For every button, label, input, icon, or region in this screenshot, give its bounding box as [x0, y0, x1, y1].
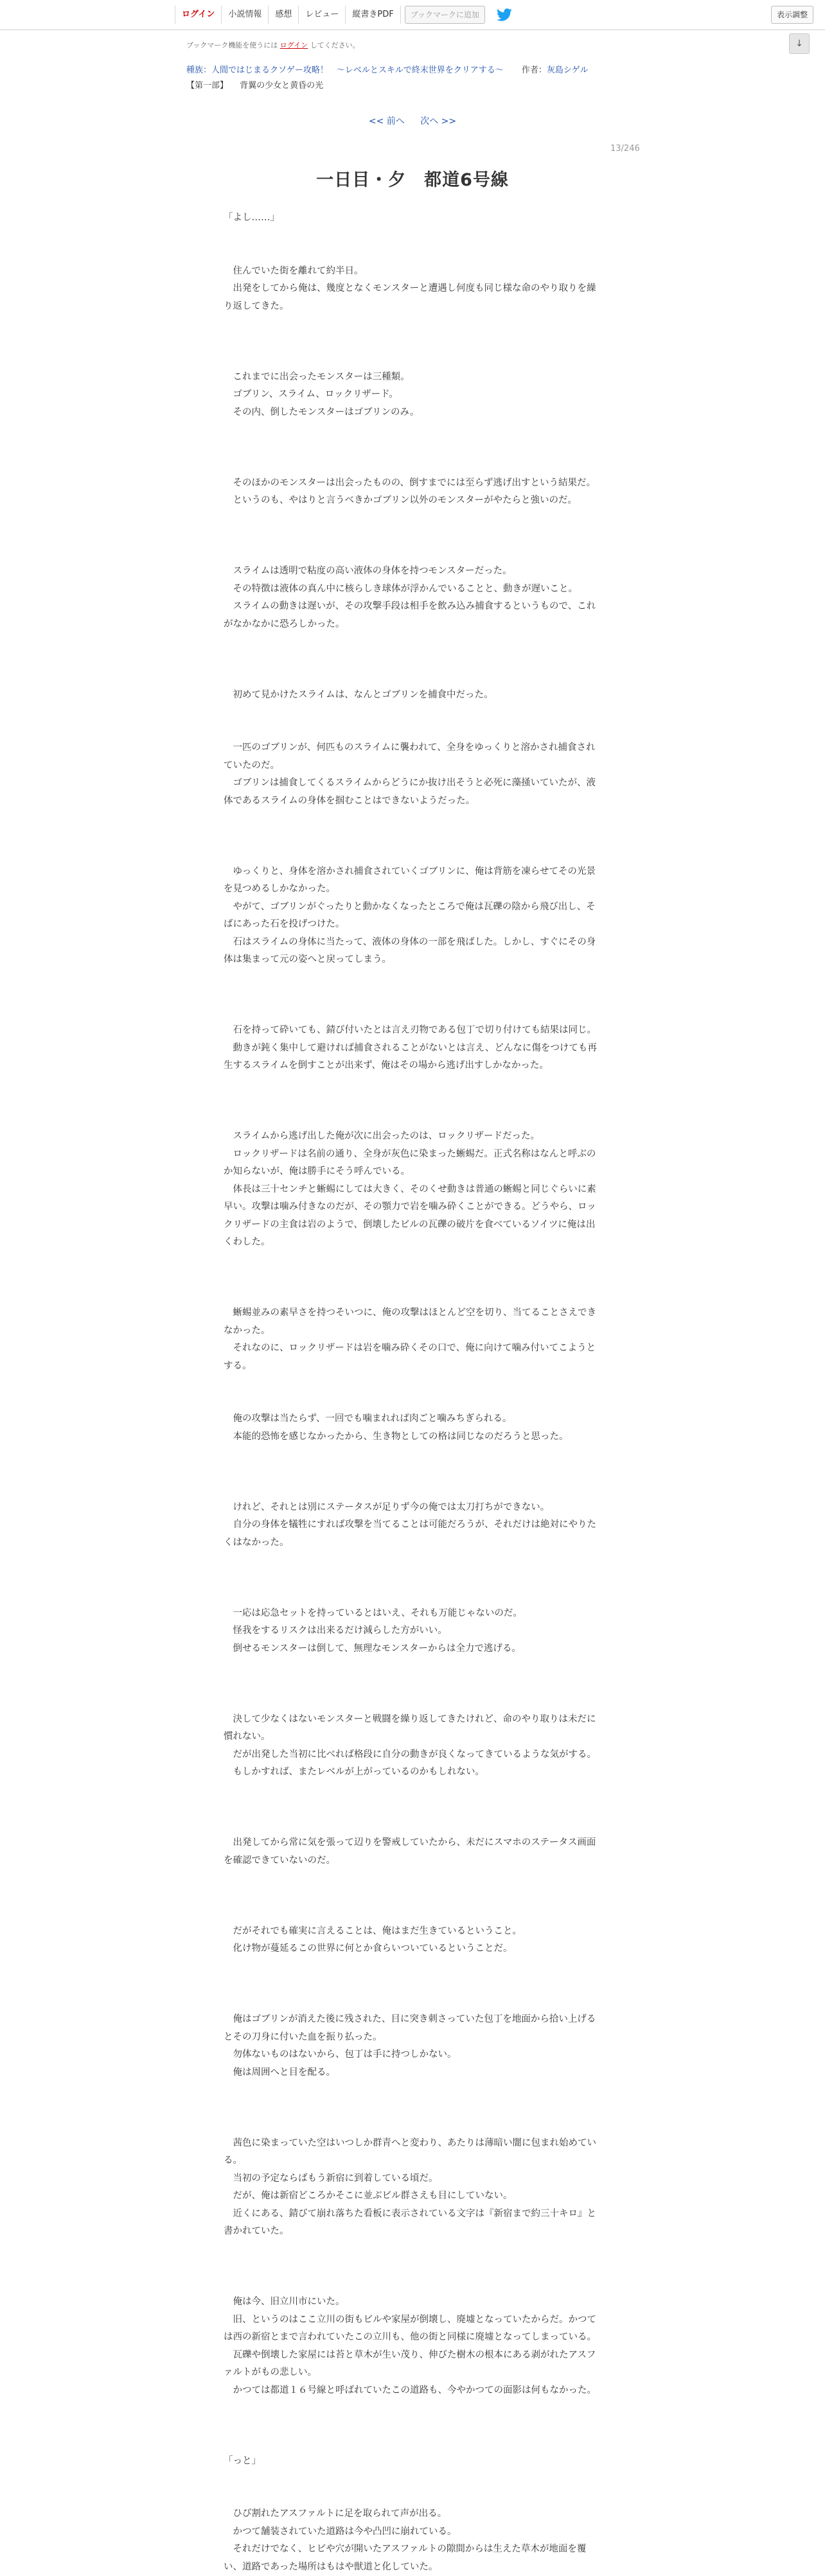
body-paragraph: 怪我をするリスクは出来るだけ減らした方がいい。	[224, 1625, 447, 1636]
body-paragraph: 化け物が蔓延るこの世界に何とか食らいついているということだ。	[224, 1943, 513, 1954]
blank-line	[224, 2435, 601, 2453]
blank-line	[224, 828, 601, 846]
blank-line	[224, 1976, 601, 1993]
chapter-info	[186, 78, 323, 91]
author-link[interactable]: 灰島シゲル	[546, 66, 589, 75]
blank-line	[224, 1799, 601, 1817]
episode-pager	[0, 114, 825, 127]
blank-line	[224, 2099, 601, 2117]
body-paragraph: それなのに、ロックリザードは岩を噛み砕くその口で、俺に向けて噛み付いてこようとする。	[224, 1343, 596, 1371]
body-paragraph: 旧、というのはここ立川の街もビルや家屋が倒壊し、廃墟となっていたからだ。かつては西の新宿とまで言われていたこの立川も、他の街と同様に廃墟となってしまっている。	[224, 2314, 596, 2342]
login-note-suffix: してください。	[310, 41, 360, 49]
body-paragraph: ひび割れたアスファルトに足を取られて声が出る。	[224, 2509, 447, 2519]
body-paragraph: 一応は応急セットを持っているとはいえ、それも万能じゃないのだ。	[224, 1608, 522, 1618]
body-paragraph: 俺はゴブリンが消えた後に残された、目に突き刺さっていた包丁を地面から拾い上げるとその刀身に付いた血を振り払った。	[224, 2014, 596, 2042]
body-paragraph: 蜥蜴並みの素早さを持つそいつに、俺の攻撃はほとんど空を切り、当てることさえできなかった。	[224, 1308, 596, 1336]
body-paragraph: 倒せるモンスターは倒して、無理なモンスターからは全力で逃げる。	[224, 1643, 521, 1654]
prev-episode-link[interactable]: << 前へ	[368, 116, 405, 127]
body-paragraph: 本能的恐怖を感じなかったから、生き物としての格は同じなのだろうと思った。	[224, 1431, 569, 1442]
body-paragraph: 住んでいた街を離れて約半日。	[224, 265, 364, 276]
blank-line	[224, 1587, 601, 1605]
blank-line	[224, 1075, 601, 1093]
body-paragraph: やがて、ゴブリンがぐったりと動かなくなったところで俺は瓦礫の陰から飛び出し、そばにあった石を投げつけた。	[224, 901, 596, 929]
body-paragraph: 一匹のゴブリンが、何匹ものスライムに襲われて、全身をゆっくりと溶かされ捕食されていたのだ。	[224, 742, 596, 771]
body-paragraph: 出発をしてから俺は、幾度となくモンスターと遭遇し何度も同じ様な命のやり取りを繰り返してきた。	[224, 283, 596, 311]
body-paragraph: 俺は今、旧立川市にいた。	[224, 2297, 345, 2307]
blank-line	[224, 2081, 601, 2099]
novel-body	[224, 209, 601, 2576]
blank-line	[224, 2488, 601, 2506]
body-paragraph: 茜色に染まっていた空はいつしか群青へと変わり、あたりは薄暗い闇に包まれ始めている。	[224, 2137, 596, 2166]
body-paragraph: 動きが鈍く集中して避ければ捕食されることがないとは言え、どんなに傷をつけても再生するスライムを倒すことが出来ず、俺はその場から逃げ出すしかなかった。	[224, 1042, 597, 1071]
episode-title: 一日目・夕 都道6号線	[316, 170, 509, 190]
blank-line	[224, 2399, 601, 2417]
blank-line	[224, 704, 601, 722]
twitter-icon[interactable]	[497, 8, 512, 21]
blank-line	[224, 510, 601, 528]
body-paragraph: スライムは透明で粘度の高い液体の身体を持つモンスターだった。	[224, 566, 512, 576]
blank-line	[224, 421, 601, 439]
body-paragraph: 勿体ないものはないから、包丁は手に持つしかない。	[224, 2049, 457, 2060]
blank-line	[224, 351, 601, 369]
blank-line	[224, 1552, 601, 1570]
series-title-link[interactable]: 種族：人間ではじまるクソゲー攻略！ ～レベルとスキルで終末世界をクリアする～	[186, 66, 504, 75]
blank-line	[224, 2470, 601, 2488]
blank-line	[224, 1269, 601, 1287]
blank-line	[224, 1570, 601, 1588]
blank-line	[224, 1287, 601, 1305]
nav-novel-info-link[interactable]: 小説情報	[221, 6, 268, 24]
body-paragraph: これまでに出会ったモンスターは三種類。	[224, 371, 410, 382]
blank-line	[224, 2241, 601, 2259]
blank-line	[224, 1110, 601, 1128]
body-paragraph: 出発してから常に気を張って辺りを警戒していたから、未だにスマホのステータス画面を確認できていないのだ。	[224, 1837, 596, 1866]
blank-line	[224, 527, 601, 545]
blank-line	[224, 1693, 601, 1711]
body-paragraph: それだけでなく、ヒビや穴が開いたアスファルトの隙間からは生えた草木が地面を覆い、道路であった場所はもはや獣道と化していた。	[224, 2544, 587, 2572]
login-note-prefix: ブックマーク機能を使うには	[186, 41, 278, 49]
blank-line	[224, 315, 601, 333]
blank-line	[224, 722, 601, 740]
body-paragraph: だが出発した当初に比べれば格段に自分の動きが良くなってきているような気がする。	[224, 1749, 596, 1760]
body-paragraph: ゴブリン、スライム、ロックリザード。	[224, 389, 398, 399]
blank-line	[224, 2258, 601, 2276]
body-paragraph: スライムから逃げ出した俺が次に出会ったのは、ロックリザードだった。	[224, 1131, 540, 1141]
blank-line	[224, 1375, 601, 1393]
body-paragraph: その特徴は液体の真ん中に核らしき球体が浮かんでいることと、動きが遅いこと。	[224, 583, 578, 594]
body-paragraph: けれど、それとは別にステータスが足りず今の俺では太刀打ちができない。	[224, 1502, 550, 1512]
body-paragraph: 「っと」	[224, 2455, 261, 2466]
chapter-part: 【第一部】	[186, 81, 229, 91]
blank-line	[224, 2117, 601, 2135]
blank-line	[224, 245, 601, 263]
blank-line	[224, 1817, 601, 1835]
blank-line	[224, 1658, 601, 1676]
body-paragraph: というのも、やはりと言うべきかゴブリン以外のモンスターがやたらと強いのだ。	[224, 495, 577, 505]
blank-line	[224, 1464, 601, 1482]
body-paragraph: 近くにある、錆びて崩れ落ちた看板に表示されている文字は『新宿まで約三十キロ』と書かれていた。	[224, 2208, 596, 2236]
body-paragraph: 瓦礫や倒壊した家屋には苔と草木が生い茂り、伸びた樹木の根本にある剥がれたアスファルトがもの悲しい。	[224, 2349, 596, 2378]
blank-line	[224, 1782, 601, 1800]
blank-line	[224, 1993, 601, 2011]
blank-line	[224, 1252, 601, 1270]
blank-line	[224, 227, 601, 245]
scroll-down-button[interactable]: ↓	[789, 33, 810, 54]
login-note-link[interactable]: ログイン	[279, 41, 308, 49]
nav-login-link[interactable]: ログイン	[175, 6, 221, 24]
body-paragraph: 「よし……」	[224, 213, 279, 223]
blank-line	[224, 986, 601, 1004]
blank-line	[224, 1004, 601, 1022]
body-paragraph: そのほかのモンスターは出会ったものの、倒すまでには至らず逃げ出すという結果だ。	[224, 477, 596, 488]
body-paragraph: ロックリザードは名前の通り、全身が灰色に染まった蜥蜴だ。正式名称はなんと呼ぶのか知らないが、俺は勝手にそう呼んでいる。	[224, 1148, 596, 1177]
body-paragraph: ゆっくりと、身体を溶かされ捕食されていくゴブリンに、俺は背筋を凍らせてその光景を見つめるしかなかった。	[224, 866, 596, 894]
blank-line	[224, 1888, 601, 1906]
episode-count: 13/246	[610, 144, 640, 153]
add-bookmark-button[interactable]: ブックマークに追加	[405, 6, 485, 24]
body-paragraph: 決して少なくはないモンスターと戦闘を繰り返してきたけれど、命のやり取りは未だに慣れない。	[224, 1713, 596, 1742]
blank-line	[224, 1676, 601, 1694]
blank-line	[224, 969, 601, 987]
blank-line	[224, 1092, 601, 1110]
blank-line	[224, 633, 601, 651]
body-paragraph: もしかすれば、またレベルが上がっているのかもしれない。	[224, 1767, 484, 1777]
body-paragraph: かつて舗装されていた道路は今や凸凹に崩れている。	[224, 2526, 457, 2537]
blank-line	[224, 545, 601, 563]
blank-line	[224, 2276, 601, 2294]
nav-review-link[interactable]: レビュー	[298, 6, 345, 24]
body-paragraph: だが、俺は新宿どころかそこに並ぶビル群さえも目にしていない。	[224, 2191, 513, 2201]
body-paragraph: 石を持って砕いても、錆び付いたとは言え刃物である包丁で切り付けても結果は同じ。	[224, 1025, 596, 1035]
body-paragraph: 体長は三十センチと蜥蜴にしては大きく、そのくせ動きは普通の蜥蜴と同じぐらいに素早い。攻撃は噛み付きなのだが、その顎力で岩を噛み砕くことができる。どうやら、ロックリザードの主食は岩のようで、倒壊したビルの瓦礫の破片を食べているソイツに俺は出くわした。	[224, 1184, 596, 1247]
blank-line	[224, 457, 601, 475]
blank-line	[224, 2417, 601, 2435]
blank-line	[224, 333, 601, 351]
body-paragraph: だがそれでも確実に言えることは、俺はまだ生きているということ。	[224, 1925, 522, 1936]
blank-line	[224, 439, 601, 457]
blank-line	[224, 1393, 601, 1411]
blank-line	[224, 810, 601, 828]
blank-line	[224, 1481, 601, 1499]
display-settings-button[interactable]: 表示調整	[771, 6, 813, 24]
blank-line	[224, 1905, 601, 1923]
body-paragraph: 自分の身体を犠牲にすれば攻撃を当てることは可能だろうが、それだけは絶対にやりたくはなかった。	[224, 1520, 596, 1548]
nav-vertical-pdf-link[interactable]: 縦書きPDF	[345, 6, 400, 24]
next-episode-link[interactable]: 次へ >>	[420, 116, 457, 127]
series-info	[186, 63, 588, 75]
body-paragraph: 初めて見かけたスライムは、なんとゴブリンを捕食中だった。	[224, 689, 493, 700]
top-header	[0, 0, 825, 30]
chapter-name: 背翼の少女と黄昏の光	[240, 81, 324, 91]
author-label: 作者：	[521, 66, 547, 75]
body-paragraph: ゴブリンは捕食してくるスライムからどうにか抜け出そうと必死に藻掻いていたが、液体であるスライムの身体を掴むことはできないようだった。	[224, 778, 596, 806]
blank-line	[224, 1870, 601, 1888]
blank-line	[224, 1958, 601, 1976]
blank-line	[224, 669, 601, 687]
nav-impressions-link[interactable]: 感想	[268, 6, 298, 24]
body-paragraph: 俺の攻撃は当たらず、一回でも噛まれれば肉ごと噛みちぎられる。	[224, 1414, 512, 1424]
login-note	[186, 40, 360, 50]
body-paragraph: かつては都道１６号線と呼ばれていたこの道路も、今やかつての面影は何もなかった。	[224, 2385, 596, 2396]
blank-line	[224, 651, 601, 669]
top-nav	[175, 6, 512, 24]
blank-line	[224, 1446, 601, 1464]
body-paragraph: 石はスライムの身体に当たって、液体の身体の一部を飛ばした。しかし、すぐにその身体は集まって元の姿へと戻ってしまう。	[224, 936, 596, 965]
body-paragraph: その内、倒したモンスターはゴブリンのみ。	[224, 407, 420, 417]
body-paragraph: スライムの動きは遅いが、その攻撃手段は相手を飲み込み捕食するというもので、これがなかなかに恐ろしかった。	[224, 601, 596, 629]
body-paragraph: 当初の予定ならばもう新宿に到着している頃だ。	[224, 2173, 438, 2184]
blank-line	[224, 845, 601, 863]
body-paragraph: 俺は周囲へと目を配る。	[224, 2067, 335, 2078]
